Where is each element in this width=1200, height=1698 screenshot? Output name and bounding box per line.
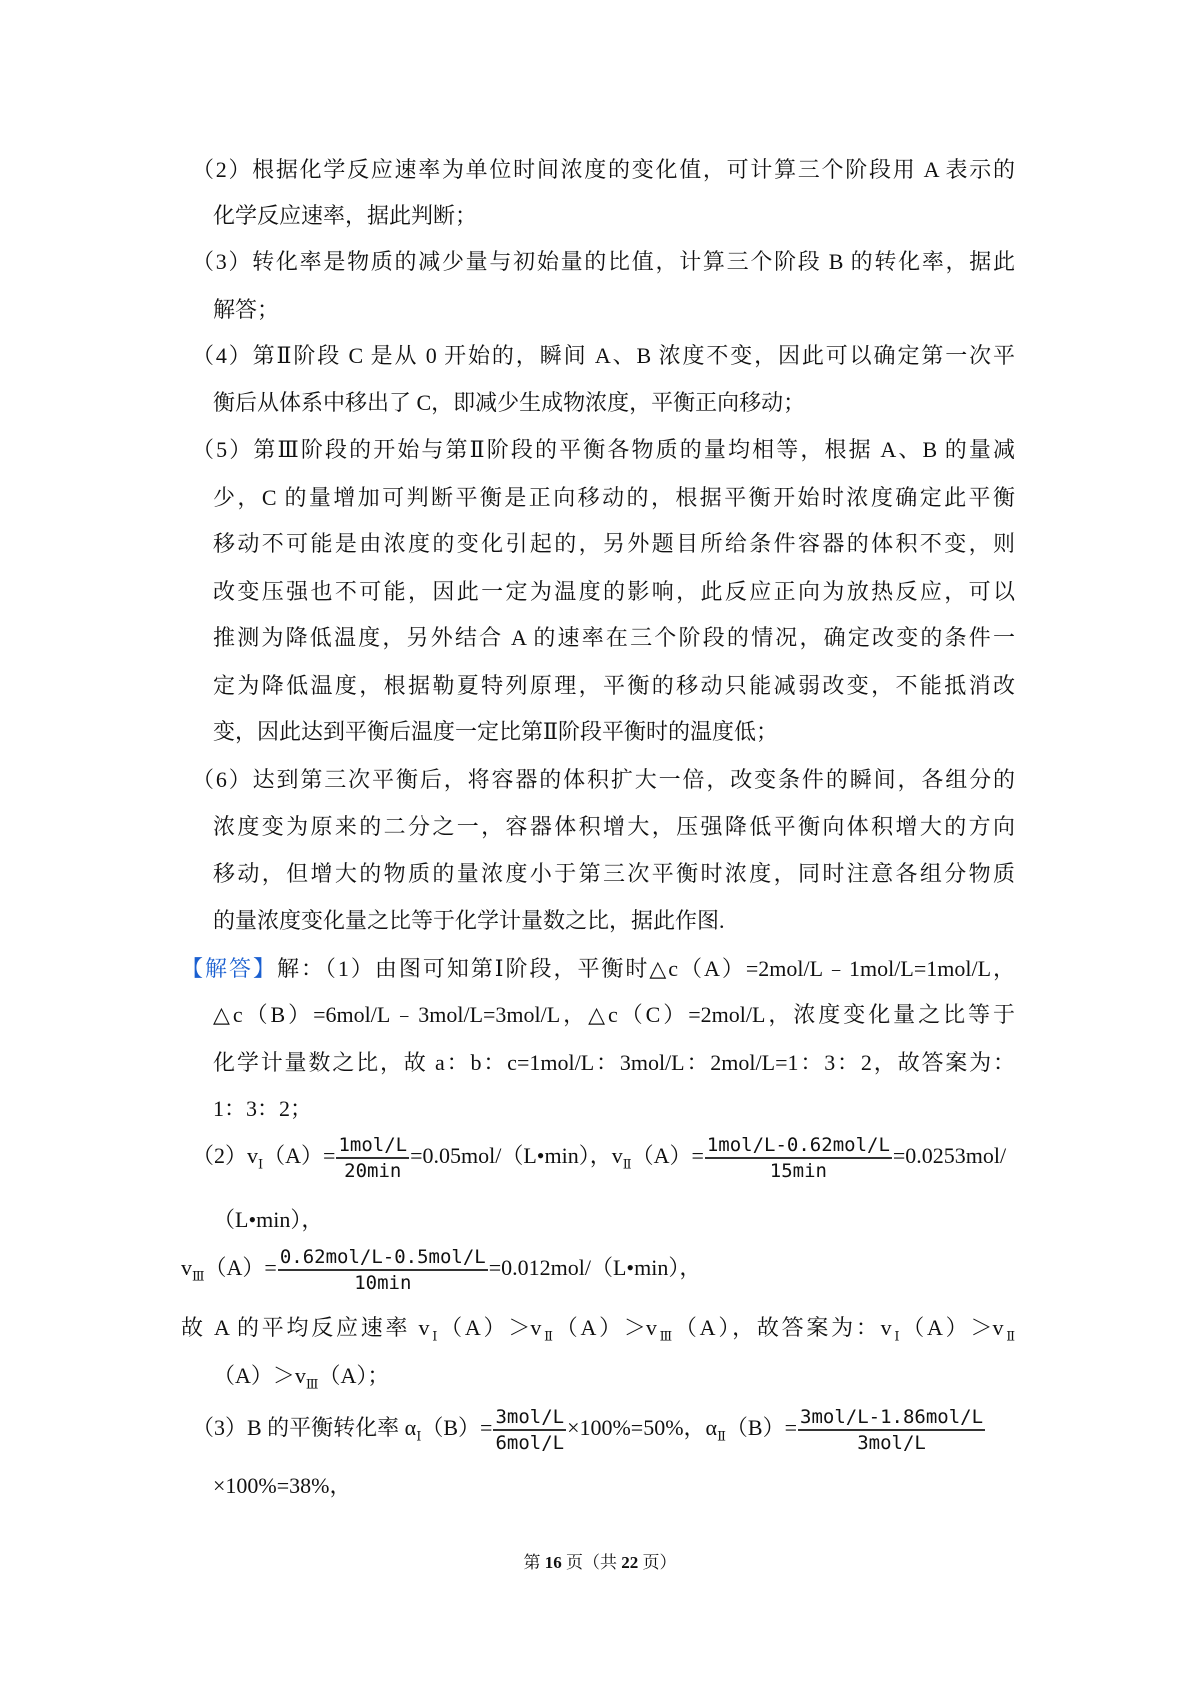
subscript: Ⅰ	[258, 1156, 264, 1172]
text-line: 改变压强也不可能，因此一定为温度的影响，此反应正向为放热反应，可以	[213, 579, 1015, 604]
subscript: Ⅲ	[305, 1376, 319, 1392]
subscript: Ⅰ	[891, 1328, 903, 1344]
denominator: 6mol/L	[495, 1431, 565, 1454]
numerator: 3mol/L-1.86mol/L	[798, 1405, 985, 1431]
answer-line	[181, 1313, 1015, 1343]
denominator: 10min	[354, 1271, 412, 1294]
text: =0.05mol/（L•min），v	[410, 1143, 623, 1168]
text-line: 衡后从体系中移出了 C，即减少生成物浓度，平衡正向移动；	[213, 390, 806, 415]
text: 页）	[642, 1553, 677, 1572]
answer-line	[181, 954, 1015, 984]
answer-line: 1：3：2；	[213, 1096, 313, 1121]
fraction	[493, 1405, 566, 1455]
denominator: 3mol/L	[857, 1431, 926, 1454]
answer-line: （L•min），	[213, 1207, 324, 1232]
subscript: Ⅱ	[717, 1428, 726, 1444]
text-line: （4）第Ⅱ阶段 C 是从 0 开始的，瞬间 A、B 浓度不变，因此可以确定第一次平	[192, 343, 1015, 368]
rate-formula-line	[192, 1128, 1006, 1184]
fraction	[278, 1245, 488, 1295]
text-line: 解答；	[213, 297, 280, 322]
text: （A）＞v	[440, 1315, 542, 1340]
text-line: 浓度变为原来的二分之一，容器体积增大，压强降低平衡向体积增大的方向	[213, 814, 1015, 839]
subscript: Ⅱ	[1003, 1328, 1016, 1344]
text-line: 定为降低温度，根据勒夏特列原理，平衡的移动只能减弱改变，不能抵消改	[213, 673, 1015, 698]
text-line: 的量浓度变化量之比等于化学计量数之比，据此作图.	[213, 908, 725, 933]
text-line: （5）第Ⅲ阶段的开始与第Ⅱ阶段的平衡各物质的量均相等，根据 A、B 的量减	[192, 437, 1015, 462]
text: （A）＞v	[213, 1363, 306, 1388]
numerator: 1mol/L-0.62mol/L	[705, 1133, 892, 1159]
answer-line: △c（B）=6mol/L﹣3mol/L=3mol/L，△c（C）=2mol/L，浓度变化量之比等于	[213, 1002, 1015, 1027]
text-line: 移动，但增大的物质的量浓度小于第三次平衡时浓度，同时注意各组分物质	[213, 861, 1015, 886]
numerator: 0.62mol/L-0.5mol/L	[278, 1245, 488, 1271]
text-line: 移动不可能是由浓度的变化引起的，另外题目所给条件容器的体积不变，则	[213, 531, 1015, 556]
text: （A）＞v	[902, 1315, 1004, 1340]
text: ×100%=50%，α	[567, 1415, 718, 1440]
answer-line: 化学计量数之比，故 a：b：c=1mol/L：3mol/L：2mol/L=1：3：2，故答案为：	[213, 1050, 1015, 1075]
text: （B）=	[421, 1415, 493, 1440]
text-line: 化学反应速率，据此判断；	[213, 203, 478, 228]
fraction	[336, 1133, 409, 1183]
subscript: Ⅱ	[541, 1328, 556, 1344]
text: =0.0253mol/	[892, 1143, 1007, 1168]
denominator: 15min	[769, 1159, 827, 1182]
answer-line	[213, 1361, 1015, 1391]
subscript: Ⅱ	[622, 1156, 632, 1172]
text: 页（共	[566, 1553, 617, 1572]
subscript: Ⅲ	[656, 1328, 675, 1344]
fraction	[798, 1405, 985, 1455]
answer-line: ×100%=38%，	[213, 1473, 352, 1498]
text: （A），故答案为：v	[674, 1315, 892, 1340]
subscript: Ⅰ	[429, 1328, 441, 1344]
text: （A）；	[318, 1363, 390, 1388]
text: 解：（1）由图可知第Ⅰ阶段，平衡时△c（A）=2mol/L﹣1mol/L=1mol/L，	[276, 956, 1015, 981]
text-line: 少，C 的量增加可判断平衡是正向移动的，根据平衡开始时浓度确定此平衡	[213, 485, 1015, 510]
text: （A）=	[204, 1255, 277, 1280]
page-number: 16	[544, 1553, 562, 1572]
text-line: （6）达到第三次平衡后，将容器的体积扩大一倍，改变条件的瞬间，各组分的	[192, 767, 1015, 792]
text-line: 变，因此达到平衡后温度一定比第Ⅱ阶段平衡时的温度低；	[213, 719, 778, 744]
total-pages: 22	[621, 1553, 639, 1572]
fraction	[705, 1133, 892, 1183]
text: （A）=	[263, 1143, 336, 1168]
text: （A）=	[631, 1143, 704, 1168]
subscript: Ⅰ	[416, 1428, 422, 1444]
subscript: Ⅲ	[192, 1268, 205, 1284]
numerator: 1mol/L	[336, 1133, 409, 1159]
text: 故 A 的平均反应速率 v	[181, 1315, 430, 1340]
text: =0.012mol/（L•min），	[488, 1255, 702, 1280]
conversion-formula-line	[192, 1400, 986, 1456]
numerator: 3mol/L	[493, 1405, 566, 1431]
denominator: 20min	[344, 1159, 402, 1182]
text: （2）v	[192, 1143, 259, 1168]
rate-formula-line	[181, 1240, 701, 1296]
text: （3）B 的平衡转化率 α	[192, 1415, 417, 1440]
text: v	[181, 1255, 192, 1280]
text-line: 推测为降低温度，另外结合 A 的速率在三个阶段的情况，确定改变的条件一	[213, 625, 1015, 650]
text-line: （3）转化率是物质的减少量与初始量的比值，计算三个阶段 B 的转化率，据此	[192, 249, 1015, 274]
text: 第	[523, 1553, 541, 1572]
text-line: （2）根据化学反应速率为单位时间浓度的变化值，可计算三个阶段用 A 表示的	[192, 157, 1015, 182]
answer-tag: 【解答】	[181, 956, 277, 981]
text: （B）=	[725, 1415, 798, 1440]
page-footer	[0, 1548, 1200, 1573]
text: （A）＞v	[555, 1315, 657, 1340]
